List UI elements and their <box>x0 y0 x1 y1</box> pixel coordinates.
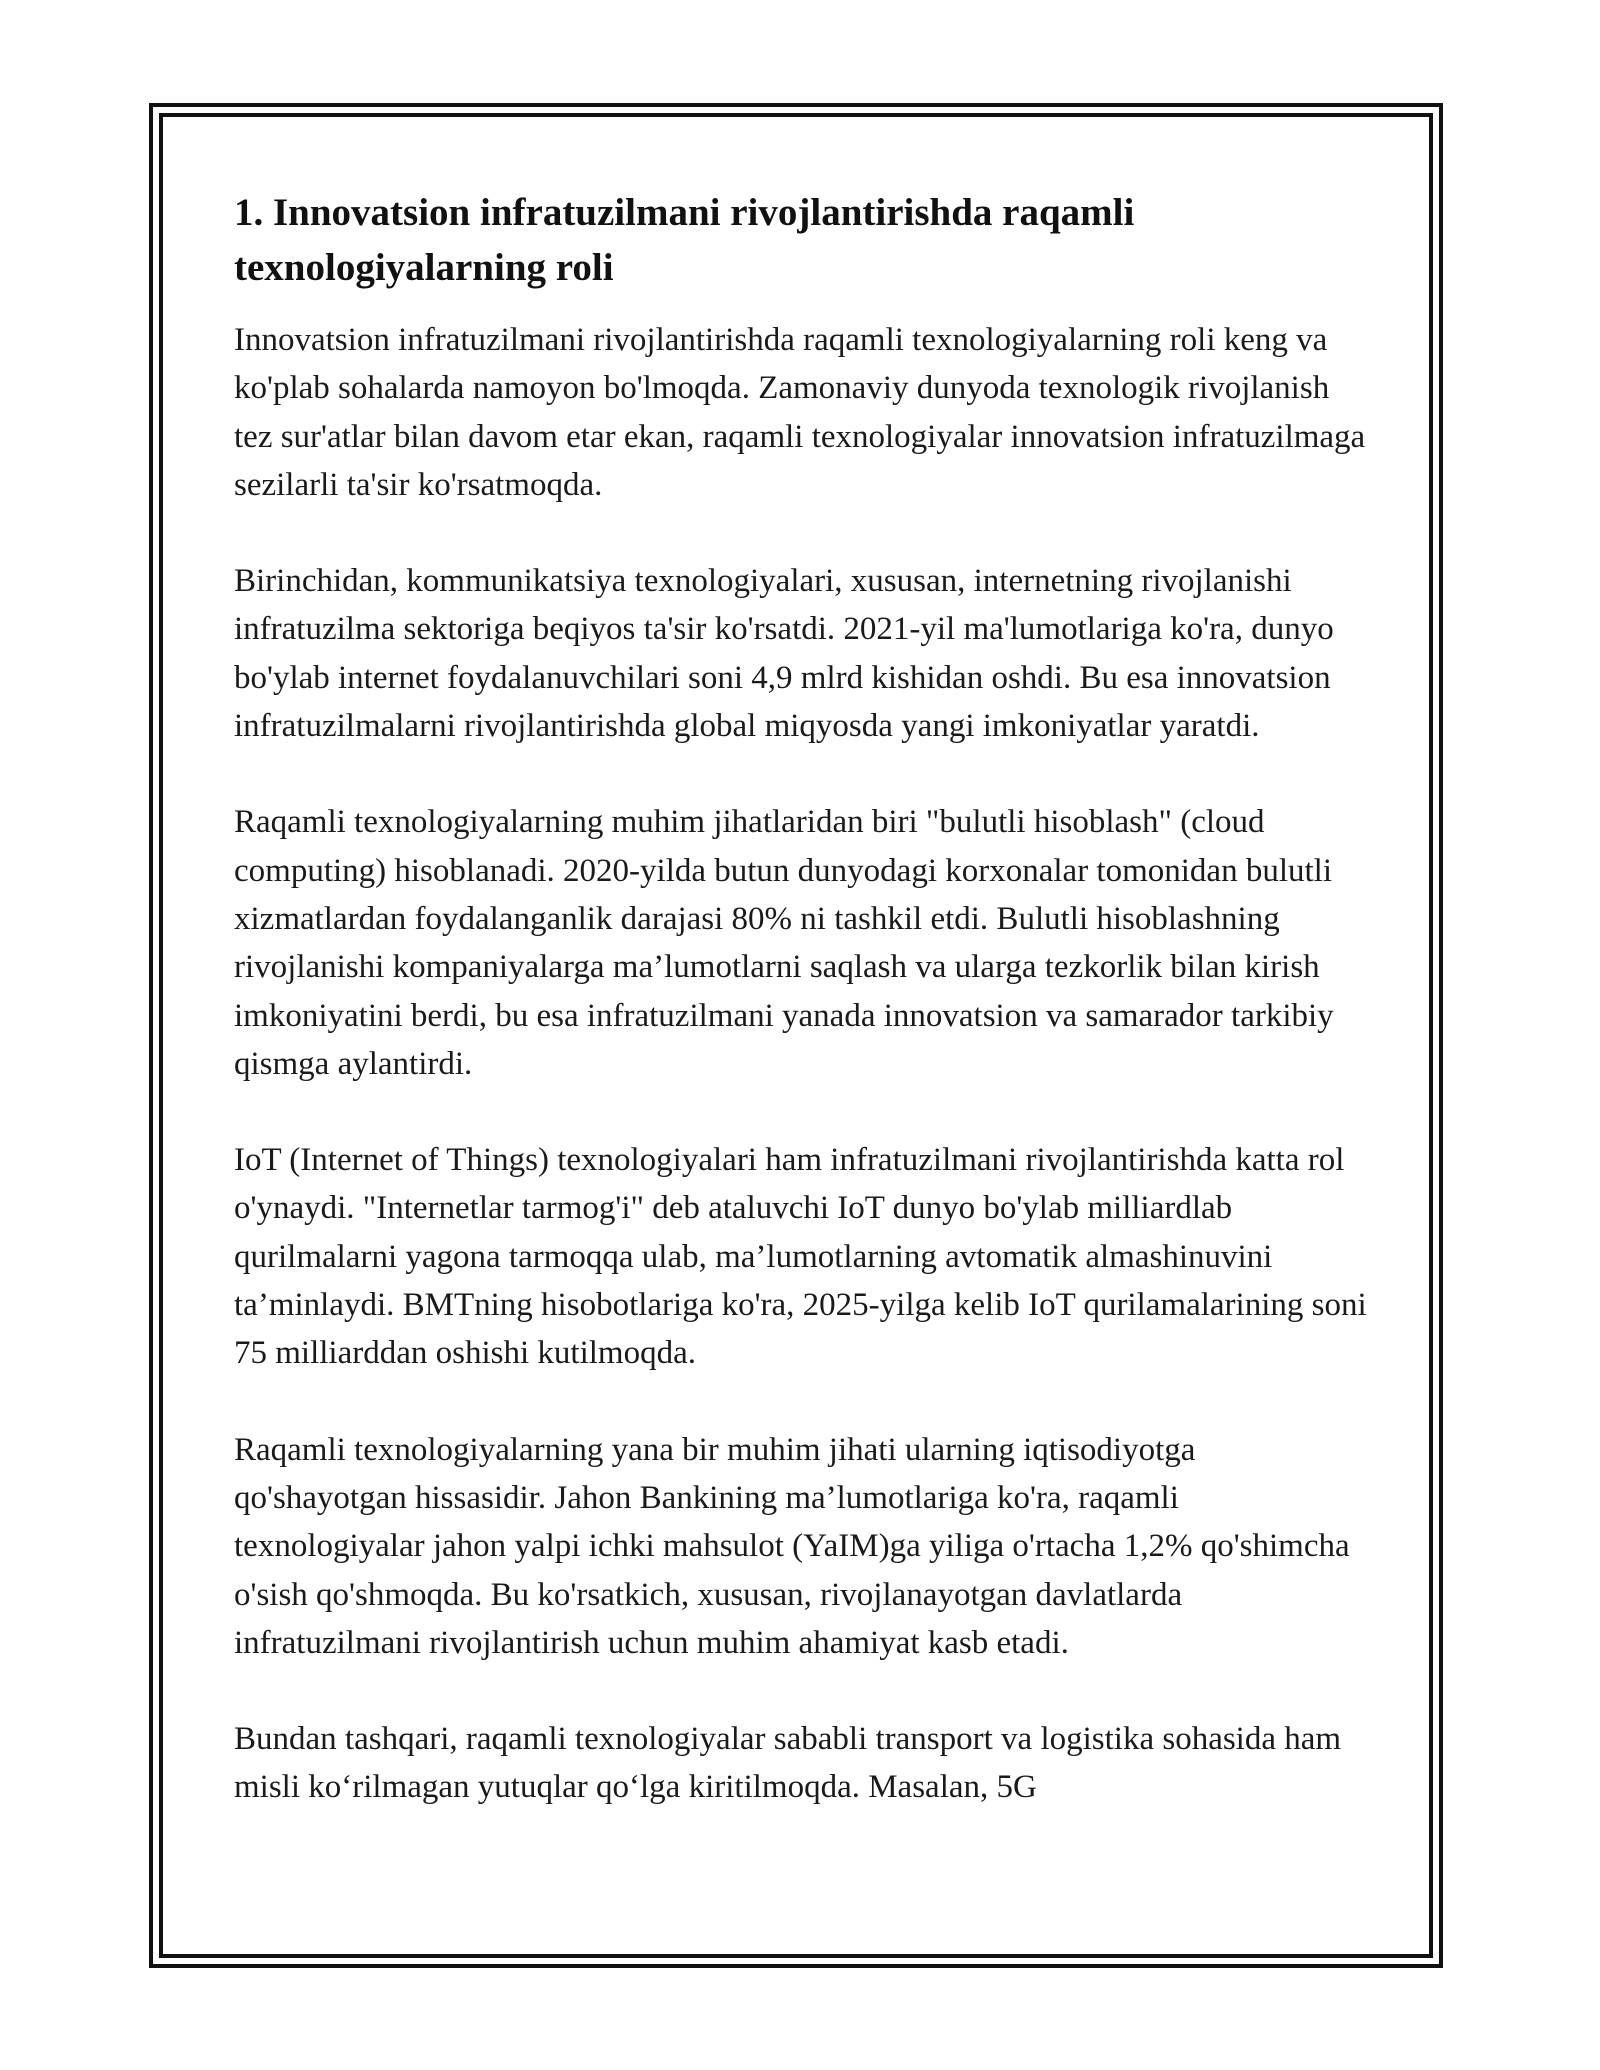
paragraph-transport: Bundan tashqari, raqamli texnologiyalar sababli transport va logistika sohasida ham misli ko‘rilmagan yutuqlar qo‘lga kiritilmoqda. Masalan, 5G <box>234 1721 1342 1806</box>
paragraph-communication: Birinchidan, kommunikatsiya texnologiyalari, xususan, internetning rivojlanishi infratuzilma sektoriga beqiyos ta'sir ko'rsatdi. 2021-yil ma'lumotlariga ko'ra, dunyo bo'ylab internet foydalanuvchilari soni 4,9 mlrd kishidan oshdi. Bu esa innovatsion infratuzilmalarni rivojlantirishda global miqyosda yangi imkoniyatlar yaratdi. <box>234 563 1334 745</box>
paragraph-economy: Raqamli texnologiyalarning yana bir muhim jihati ularning iqtisodiyotga qo'shayotgan hissasidir. Jahon Bankining ma’lumotlariga ko'ra, raqamli texnologiyalar jahon yalpi ichki mahsulot (YaIM)ga yiliga o'rtacha 1,2% qo'shimcha o'sish qo'shmoqda. Bu ko'rsatkich, xususan, rivojlanayotgan davlatlarda infratuzilmani rivojlantirish uchun muhim ahamiyat kasb etadi. <box>234 1431 1350 1661</box>
section-heading: 1. Innovatsion infratuzilmani rivojlantirishda raqamli texnologiyalarning roli <box>234 191 1135 289</box>
document-body <box>234 185 1374 1860</box>
paragraph-iot: IoT (Internet of Things) texnologiyalari ham infratuzilmani rivojlantirishda katta rol o'ynaydi. "Internetlar tarmog'i" deb ataluvchi IoT dunyo bo'ylab milliardlab qurilmalarni yagona tarmoqqa ulab, ma’lumotlarning avtomatik almashinuvini ta’minlaydi. BMTning hisobotlariga ko'ra, 2025-yilga kelib IoT qurilamalarining soni 75 milliarddan oshishi kutilmoqda. <box>234 1142 1367 1372</box>
paragraph-intro: Innovatsion infratuzilmani rivojlantirishda raqamli texnologiyalarning roli keng va ko'plab sohalarda namoyon bo'lmoqda. Zamonaviy dunyoda texnologik rivojlanish tez sur'atlar bilan davom etar ekan, raqamli texnologiyalar innovatsion infratuzilmaga sezilarli ta'sir ko'rsatmoqda. <box>234 322 1366 503</box>
paragraph-cloud-computing: Raqamli texnologiyalarning muhim jihatlaridan biri "bulutli hisoblash" (cloud computing) hisoblanadi. 2020-yilda butun dunyodagi korxonalar tomonidan bulutli xizmatlardan foydalanganlik darajasi 80% ni tashkil etdi. Bulutli hisoblashning rivojlanishi kompaniyalarga ma’lumotlarni saqlash va ularga tezkorlik bilan kirish imkoniyatini berdi, bu esa infratuzilmani yanada innovatsion va samarador tarkibiy qismga aylantirdi. <box>234 804 1334 1082</box>
